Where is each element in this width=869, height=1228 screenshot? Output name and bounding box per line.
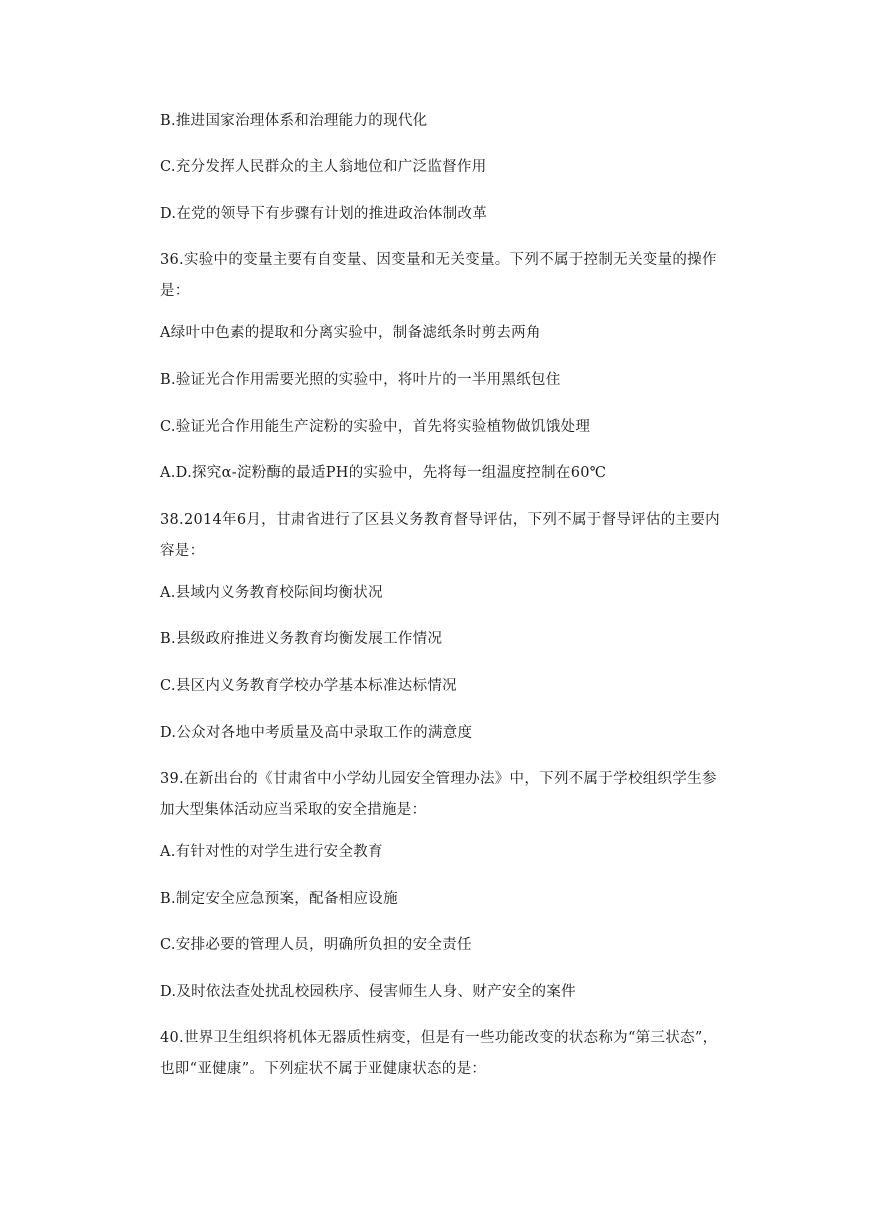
question-38-text: 38.2014年6月，甘肃省进行了区县义务教育督导评估，下列不属于督导评估的主要内 [160, 512, 720, 528]
question-40-text: 40.世界卫生组织将机体无器质性病变，但是有一些功能改变的状态称为“第三状态”， [160, 1030, 718, 1046]
question-36-continuation: 是： [160, 283, 190, 299]
question-39-option-b: B.制定安全应急预案，配备相应设施 [160, 891, 398, 907]
option-d-line: D.在党的领导下有步骤有计划的推进政治体制改革 [160, 206, 488, 222]
question-39-continuation: 加大型集体活动应当采取的安全措施是： [160, 802, 427, 818]
question-40-continuation: 也即“亚健康”。下列症状不属于亚健康状态的是： [160, 1061, 487, 1077]
question-39-option-c: C.安排必要的管理人员，明确所负担的安全责任 [160, 937, 472, 953]
question-38-option-d: D.公众对各地中考质量及高中录取工作的满意度 [160, 725, 473, 741]
question-39-option-a: A.有针对性的对学生进行安全教育 [160, 844, 383, 860]
question-36-option-d: A.D.探究α-淀粉酶的最适PH的实验中，先将每一组温度控制在60℃ [160, 465, 607, 481]
question-36-option-c: C.验证光合作用能生产淀粉的实验中，首先将实验植物做饥饿处理 [160, 419, 591, 435]
question-39-text: 39.在新出台的《甘肃省中小学幼儿园安全管理办法》中，下列不属于学校组织学生参 [160, 771, 717, 787]
option-c-line: C.充分发挥人民群众的主人翁地位和广泛监督作用 [160, 159, 487, 175]
question-38-option-c: C.县区内义务教育学校办学基本标准达标情况 [160, 678, 457, 694]
question-38-continuation: 容是： [160, 543, 205, 559]
question-38-option-b: B.县级政府推进义务教育均衡发展工作情况 [160, 631, 443, 647]
question-36-option-a: A绿叶中色素的提取和分离实验中，制备滤纸条时剪去两角 [160, 325, 541, 341]
question-38-option-a: A.县域内义务教育校际间均衡状况 [160, 585, 383, 601]
question-36-text: 36.实验中的变量主要有自变量、因变量和无关变量。下列不属于控制无关变量的操作 [160, 252, 717, 268]
question-39-option-d: D.及时依法查处扰乱校园秩序、侵害师生人身、财产安全的案件 [160, 984, 576, 1000]
option-b-line: B.推进国家治理体系和治理能力的现代化 [160, 113, 428, 129]
question-36-option-b: B.验证光合作用需要光照的实验中，将叶片的一半用黑纸包住 [160, 372, 561, 388]
